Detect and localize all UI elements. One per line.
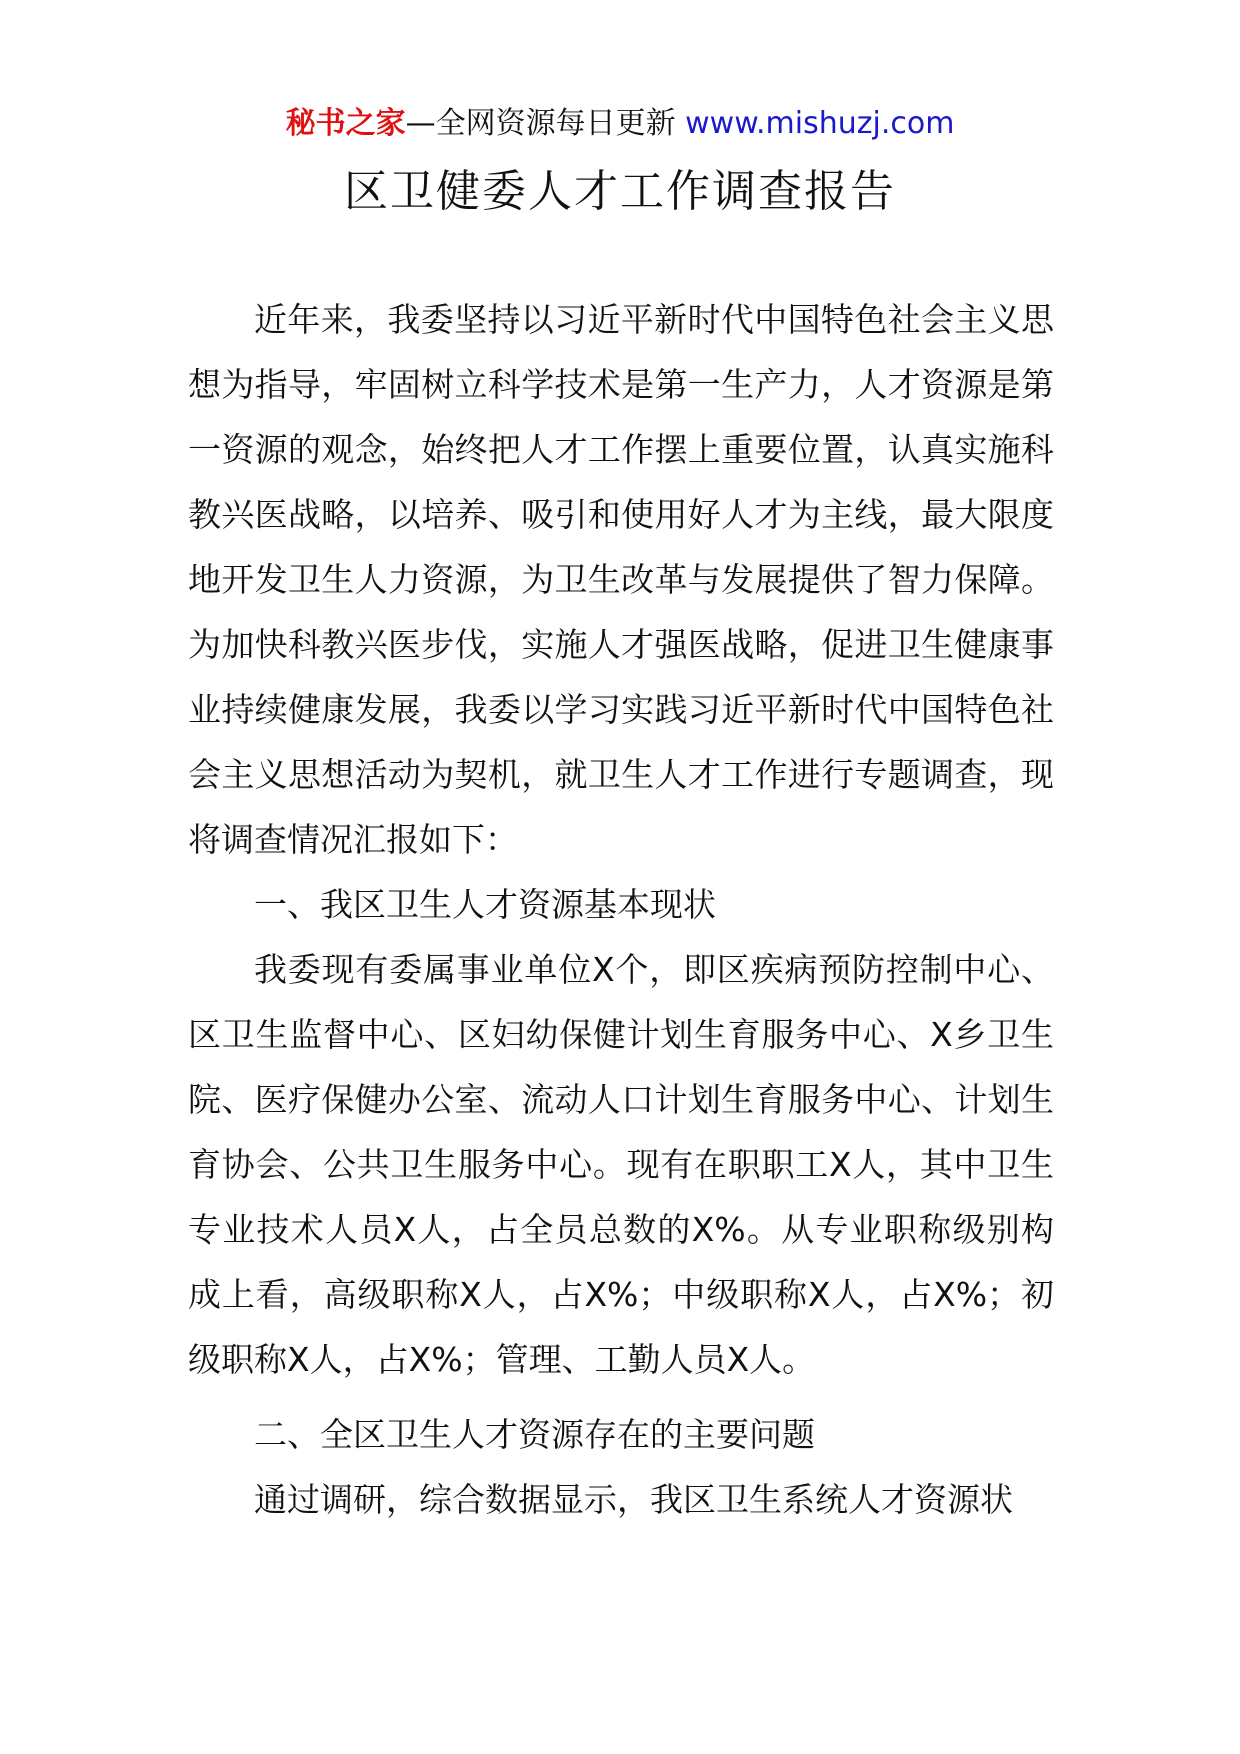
section-1-paragraph: 我委现有委属事业单位X个，即区疾病预防控制中心、区卫生监督中心、区妇幼保健计划生育服务中心、X乡卫生院、医疗保健办公室、流动人口计划生育服务中心、计划生育协会、公共卫生服务中心。现有在职职工X人，其中卫生专业技术人员X人，占全员总数的X%。从专业职称级别构成上看，高级职称X人，占X%；中级职称X人，占X%；初级职称X人，占X%；管理、工勤人员X人。: [188, 950, 1054, 1379]
section-2-heading: 二、全区卫生人才资源存在的主要问题: [254, 1415, 815, 1454]
section-2-paragraph: 通过调研，综合数据显示，我区卫生系统人才资源状: [254, 1480, 1013, 1519]
brand-name: 秘书之家: [285, 106, 406, 141]
document-body: [188, 287, 1054, 1532]
section-1-heading: 一、我区卫生人才资源基本现状: [254, 885, 716, 924]
paragraph-spacer: [188, 1392, 1054, 1402]
site-url-link[interactable]: www.mishuzj.com: [685, 106, 955, 141]
header-tagline: —全网资源每日更新: [405, 106, 686, 141]
site-header: [0, 102, 1240, 146]
intro-paragraph: 近年来，我委坚持以习近平新时代中国特色社会主义思想为指导，牢固树立科学技术是第一生产力，人才资源是第一资源的观念，始终把人才工作摆上重要位置，认真实施科教兴医战略，以培养、吸引和使用好人才为主线，最大限度地开发卫生人力资源，为卫生改革与发展提供了智力保障。为加快科教兴医步伐，实施人才强医战略，促进卫生健康事业持续健康发展，我委以学习实践习近平新时代中国特色社会主义思想活动为契机，就卫生人才工作进行专题调查，现将调查情况汇报如下：: [188, 300, 1054, 859]
document-title: 区卫健委人才工作调查报告: [344, 166, 896, 217]
